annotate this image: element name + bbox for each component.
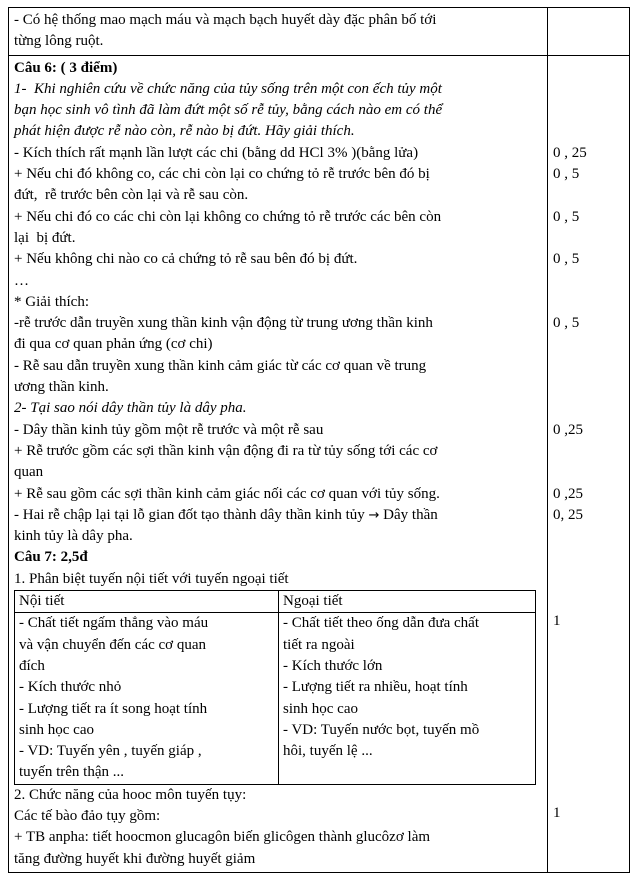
column-header: Nội tiết <box>15 591 279 613</box>
score-cell <box>548 55 630 872</box>
answer-line: đứt, rễ trước bên còn lại và rễ sau còn. <box>14 187 249 204</box>
answer-key-document <box>8 7 628 873</box>
cell-line: tiết ra ngoài <box>283 636 355 653</box>
answer-line: Các tế bào đảo tụy gồm: <box>14 807 161 824</box>
answer-line: lại bị đứt. <box>14 229 76 246</box>
answer-line: + Nếu chi đó co các chi còn lại không co chứng tỏ rễ trước các bên còn <box>14 208 442 225</box>
score-value: 0 , 5 <box>553 208 580 225</box>
answer-line: + Nếu không chi nào co cả chứng tỏ rễ sau bên đó bị đứt. <box>14 251 358 268</box>
cell-line: - Lượng tiết ra nhiều, hoạt tính <box>283 679 468 696</box>
cell-line: - Kích thước lớn <box>283 657 383 674</box>
cell-line: hôi, tuyến lệ ... <box>283 743 373 760</box>
cell-line: - VD: Tuyến yên , tuyến giáp , <box>19 743 202 760</box>
comparison-table <box>14 590 536 785</box>
subheading: 1. Phân biệt tuyến nội tiết với tuyến ngoại tiết <box>14 570 289 587</box>
table-row <box>9 8 630 56</box>
text-line: - Có hệ thống mao mạch máu và mạch bạch huyết dày đặc phân bố tới <box>14 12 437 28</box>
answer-table <box>8 7 630 873</box>
answer-line: tăng đường huyết khi đường huyết giảm <box>14 850 256 867</box>
question-text: 2- Tại sao nói dây thần tủy là dây pha. <box>14 400 247 417</box>
question-text: bạn học sinh vô tình đã làm đứt một số rễ tủy, bằng cách nào em có thể <box>14 102 443 119</box>
arrow-right-icon: → <box>368 507 380 523</box>
answer-line: -rễ trước dẫn truyền xung thần kinh vận động từ trung ương thần kinh <box>14 315 433 332</box>
answer-line: + Nếu chi đó không co, các chi còn lại co chứng tỏ rễ trước bên đó bị <box>14 166 430 183</box>
cell-line: và vận chuyển đến các cơ quan <box>19 636 207 653</box>
score-value: 0 ,25 <box>553 485 583 502</box>
score-value: 1 <box>553 804 561 821</box>
answer-text: Dây thần <box>379 506 438 523</box>
answer-line: quan <box>14 464 44 481</box>
cell-line: tuyến trên thận ... <box>19 764 124 781</box>
answer-line: - Dây thần kinh tủy gồm một rễ trước và một rễ sau <box>14 421 324 438</box>
answer-line: kinh tủy là dây pha. <box>14 528 133 545</box>
ellipsis: … <box>14 272 29 289</box>
answer-line: + TB anpha: tiết hoocmon glucagôn biến glicôgen thành glucôzơ làm <box>14 829 431 846</box>
answer-line: - Kích thích rất mạnh lần lượt các chi (bằng dd HCl 3% )(bằng lửa) <box>14 144 419 161</box>
cell-line: - VD: Tuyến nước bọt, tuyến mồ <box>283 721 480 738</box>
answer-line: - Rễ sau dẫn truyền xung thần kinh cảm giác từ các cơ quan về trung <box>14 357 427 374</box>
answer-line: ương thần kinh. <box>14 379 109 396</box>
score-value: 0 , 25 <box>553 144 587 161</box>
cell-line: - Lượng tiết ra ít song hoạt tính <box>19 700 208 717</box>
subheading: 2. Chức năng của hooc môn tuyến tụy: <box>14 786 247 803</box>
score-value: 0 , 5 <box>553 166 580 183</box>
answer-line: đi qua cơ quan phản ứng (cơ chi) <box>14 336 213 353</box>
cell-line: - Chất tiết theo ống dẫn đưa chất <box>283 615 479 632</box>
answer-line <box>14 505 541 526</box>
answer-line: + Rễ sau gồm các sợi thần kinh cảm giác nối các cơ quan với tủy sống. <box>14 485 440 502</box>
cell-line: đích <box>19 657 45 674</box>
table-row <box>15 591 536 613</box>
text-line: từng lông ruột. <box>14 33 104 50</box>
question-7-title: Câu 7: 2,5đ <box>14 549 88 566</box>
score-value: 0 , 5 <box>553 251 580 268</box>
cell-line: - Chất tiết ngấm thẳng vào máu <box>19 615 209 632</box>
score-value: 1 <box>553 613 561 630</box>
table-cell <box>279 613 536 784</box>
table-row <box>15 613 536 784</box>
score-cell <box>548 8 630 56</box>
content-cell <box>9 55 548 872</box>
column-header: Ngoại tiết <box>279 591 536 613</box>
question-text: 1- Khi nghiên cứu về chức năng của tủy sống trên một con ếch tủy một <box>14 80 442 97</box>
cell-line: sinh học cao <box>19 721 94 738</box>
answer-text: - Hai rễ chập lại tại lỗ gian đốt tạo thành dây thần kinh tủy <box>14 506 365 523</box>
answer-line: + Rễ trước gồm các sợi thần kinh vận động đi ra từ tủy sống tới các cơ <box>14 442 438 459</box>
score-value: 0, 25 <box>553 506 583 523</box>
explain-title: * Giải thích: <box>14 293 89 310</box>
table-row <box>9 55 630 872</box>
table-cell <box>15 613 279 784</box>
question-6-title: Câu 6: ( 3 điểm) <box>14 59 118 76</box>
cell-line: - Kích thước nhỏ <box>19 679 122 696</box>
content-cell <box>9 8 548 56</box>
score-value: 0 , 5 <box>553 315 580 332</box>
cell-line: sinh học cao <box>283 700 358 717</box>
question-text: phát hiện được rễ nào còn, rễ nào bị đứt. Hãy giải thích. <box>14 123 355 140</box>
score-value: 0 ,25 <box>553 421 583 438</box>
